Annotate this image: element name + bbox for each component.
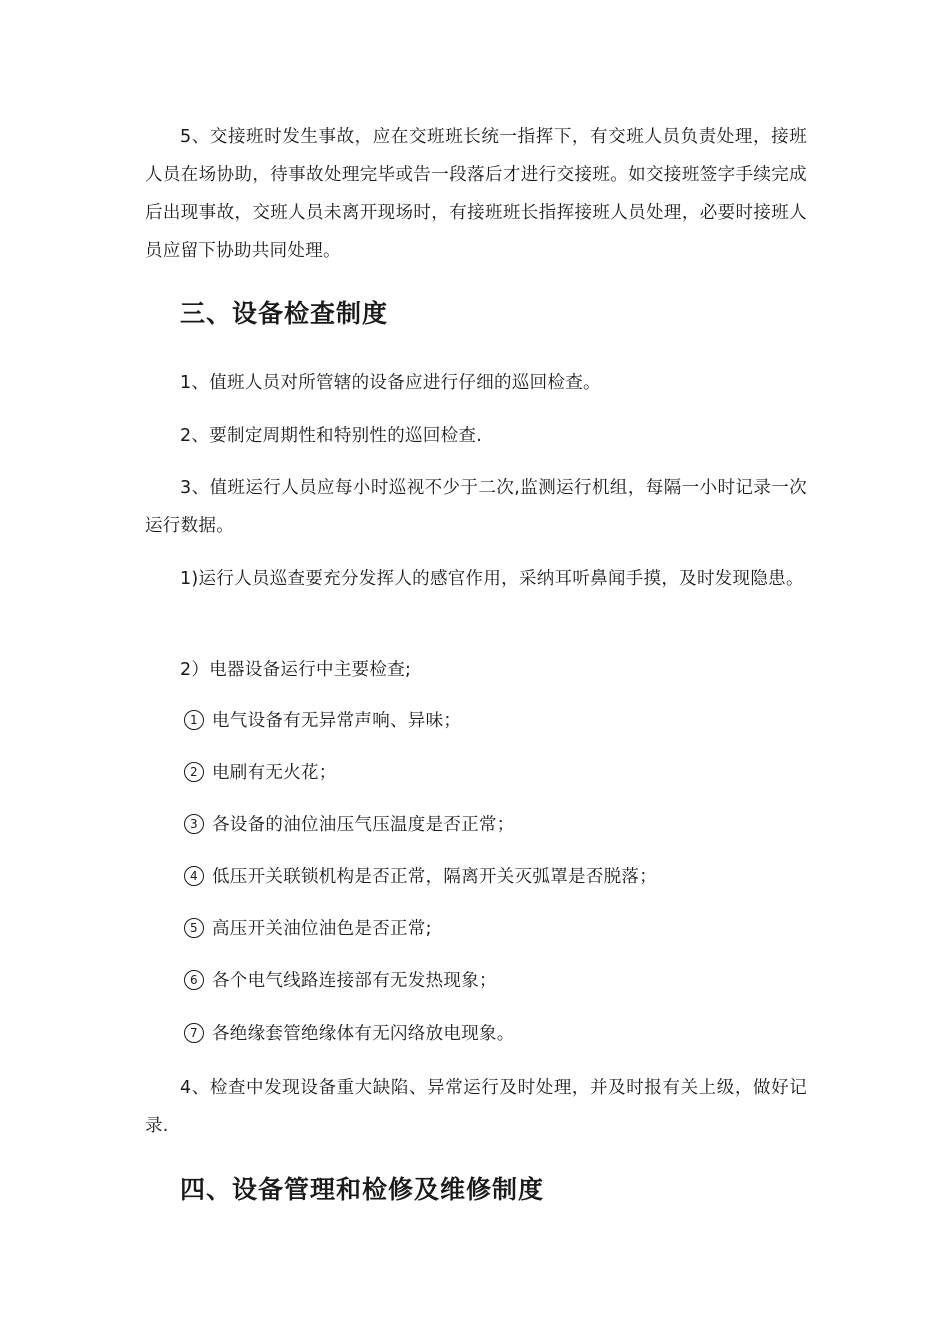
check-item-3-text: 各设备的油位油压气压温度是否正常； [212, 815, 515, 835]
check-item-3 [184, 810, 515, 840]
circled-number-6: 6 [184, 970, 204, 990]
paragraph-inspection-1: 1、值班人员对所管辖的设备应进行仔细的巡回检查。 [180, 373, 601, 393]
check-item-2-text: 电刷有无火花； [212, 763, 337, 783]
check-item-4 [184, 862, 657, 892]
circled-number-5: 5 [184, 918, 204, 938]
section-heading-equipment-maintenance: 四、设备管理和检修及维修制度 [180, 1175, 545, 1204]
check-item-5-text: 高压开关油位油色是否正常; [212, 919, 432, 939]
check-item-6 [184, 966, 497, 996]
check-item-7 [184, 1019, 515, 1049]
paragraph-inspection-3-1: 1)运行人员巡查要充分发挥人的感官作用，采纳耳听鼻闻手摸，及时发现隐患。 [180, 569, 804, 589]
paragraph-inspection-3-2: 2）电器设备运行中主要检查; [180, 660, 412, 680]
circled-number-4: 4 [184, 866, 204, 886]
paragraph-handover-accident: 5、交接班时发生事故，应在交班班长统一指挥下，有交班人员负责处理，接班人员在场协助，待事故处理完毕或告一段落后才进行交接班。如交接班签字手续完成后出现事故，交班人员未离开现场时，有接班班长指挥接班人员处理，必要时接班人员应留下协助共同处理。 [145, 127, 807, 261]
check-item-1 [184, 706, 461, 736]
check-item-4-text: 低压开关联锁机构是否正常，隔离开关灭弧罩是否脱落； [212, 867, 657, 887]
circled-number-2: 2 [184, 762, 204, 782]
paragraph-inspection-2: 2、要制定周期性和特别性的巡回检查. [180, 426, 483, 446]
check-item-1-text: 电气设备有无异常声响、异味； [212, 711, 462, 731]
paragraph-inspection-4: 4、检查中发现设备重大缺陷、异常运行及时处理，并及时报有关上级，做好记录. [145, 1078, 807, 1136]
circled-number-7: 7 [184, 1023, 204, 1043]
circled-number-1: 1 [184, 710, 204, 730]
check-item-7-text: 各绝缘套管绝缘体有无闪络放电现象。 [212, 1024, 515, 1044]
paragraph-inspection-3: 3、值班运行人员应每小时巡视不少于二次,监测运行机组，每隔一小时记录一次运行数据。 [145, 478, 807, 536]
circled-number-3: 3 [184, 814, 204, 834]
check-item-2 [184, 758, 337, 788]
section-heading-equipment-inspection: 三、设备检查制度 [180, 299, 389, 328]
check-item-5 [184, 914, 432, 944]
check-item-6-text: 各个电气线路连接部有无发热现象； [212, 971, 497, 991]
